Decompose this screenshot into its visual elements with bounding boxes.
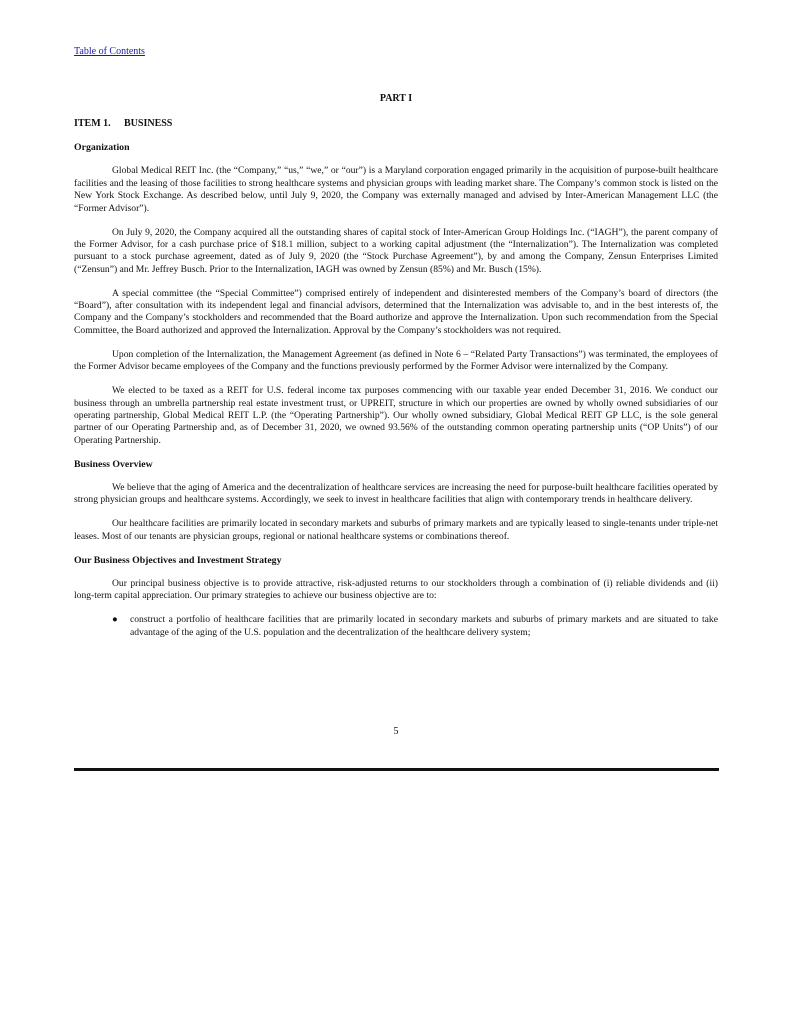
section-heading-objectives: Our Business Objectives and Investment Strategy [74,554,282,566]
paragraph: A special committee (the “Special Committee”) comprised entirely of independent and disinterested members of the Company’s board of directors (the “Board”), after consultation with its independent legal and financial advisors, determined that the Internalization was advisable to, and in the best interests of, the Company and the Company’s stockholders and recommended that the Board authorize and approve the Internalization. Upon such recommendation from the Special Committee, the Board authorized and approved the Internalization. Approval by the Company’s stockholders was not required. [74,287,718,336]
section-heading-organization: Organization [74,142,130,153]
paragraph: We believe that the aging of America and the decentralization of healthcare services are increasing the need for purpose-built healthcare facilities operated by strong physician groups and healthcare systems. Accordingly, we seek to invest in healthcare facilities that align with contemporary trends in healthcare delivery. [74,482,718,506]
item-number: ITEM 1. [74,118,111,129]
part-title: PART I [379,93,413,104]
page-divider [74,768,719,771]
paragraph: Our healthcare facilities are primarily located in secondary markets and suburbs of primary markets and are typically leased to single-tenants under triple-net leases. Most of our tenants are physician groups, regional or national healthcare systems or combinations thereof. [74,518,718,542]
bullet-text: construct a portfolio of healthcare facilities that are primarily located in secondary markets and suburbs of primary markets and are situated to take advantage of the aging of the U.S. population and the decentralization of the healthcare delivery system; [130,614,718,638]
document-body [74,142,718,639]
bullet-icon: ● [112,614,118,626]
section-heading-business-overview: Business Overview [74,458,153,470]
item-name: BUSINESS [124,118,173,129]
page-number: 5 [393,726,399,737]
table-of-contents-link[interactable]: Table of Contents [74,46,145,57]
paragraph: On July 9, 2020, the Company acquired all the outstanding shares of capital stock of Inter-American Group Holdings Inc. (“IAGH”), the parent company of the Former Advisor, for a cash purchase price of $18.1 million, subject to a working capital adjustment (the “Internalization”). The Internalization was completed pursuant to a stock purchase agreement, dated as of July 9, 2020 (the “Stock Purchase Agreement”), by and among the Company, Zensun Enterprises Limited (“Zensun”) and Mr. Jeffrey Busch. Prior to the Internalization, IAGH was owned by Zensun (85%) and Mr. Busch (15%). [74,226,718,275]
paragraph: We elected to be taxed as a REIT for U.S. federal income tax purposes commencing with our taxable year ended December 31, 2016. We conduct our business through an umbrella partnership real estate investment trust, or UPREIT, structure in which our properties are owned by wholly owned subsidiaries of our operating partnership, Global Medical REIT L.P. (the “Operating Partnership”). Our wholly owned subsidiary, Global Medical REIT GP LLC, is the sole general partner of our Operating Partnership and, as of December 31, 2020, we owned 93.56% of the outstanding common operating partnership units (“OP Units”) of our Operating Partnership. [74,385,718,446]
paragraph: Our principal business objective is to provide attractive, risk-adjusted returns to our stockholders through a combination of (i) reliable dividends and (ii) long-term capital appreciation. Our primary strategies to achieve our business objective are to: [74,578,718,602]
paragraph: Global Medical REIT Inc. (the “Company,” “us,” “we,” or “our”) is a Maryland corporation engaged primarily in the acquisition of purpose-built healthcare facilities and the leasing of those facilities to strong healthcare systems and physician groups with leading market share. The Company’s common stock is listed on the New York Stock Exchange. As described below, until July 9, 2020, the Company was externally managed and advised by Inter-American Management LLC (the “Former Advisor”). [74,165,718,214]
item-title [74,118,172,129]
bullet-item [74,614,718,639]
paragraph: Upon completion of the Internalization, the Management Agreement (as defined in Note 6 – “Related Party Transactions”) was terminated, the employees of the Former Advisor became employees of the Company and the functions previously performed by the Former Advisor were internalized by the Company. [74,348,718,373]
